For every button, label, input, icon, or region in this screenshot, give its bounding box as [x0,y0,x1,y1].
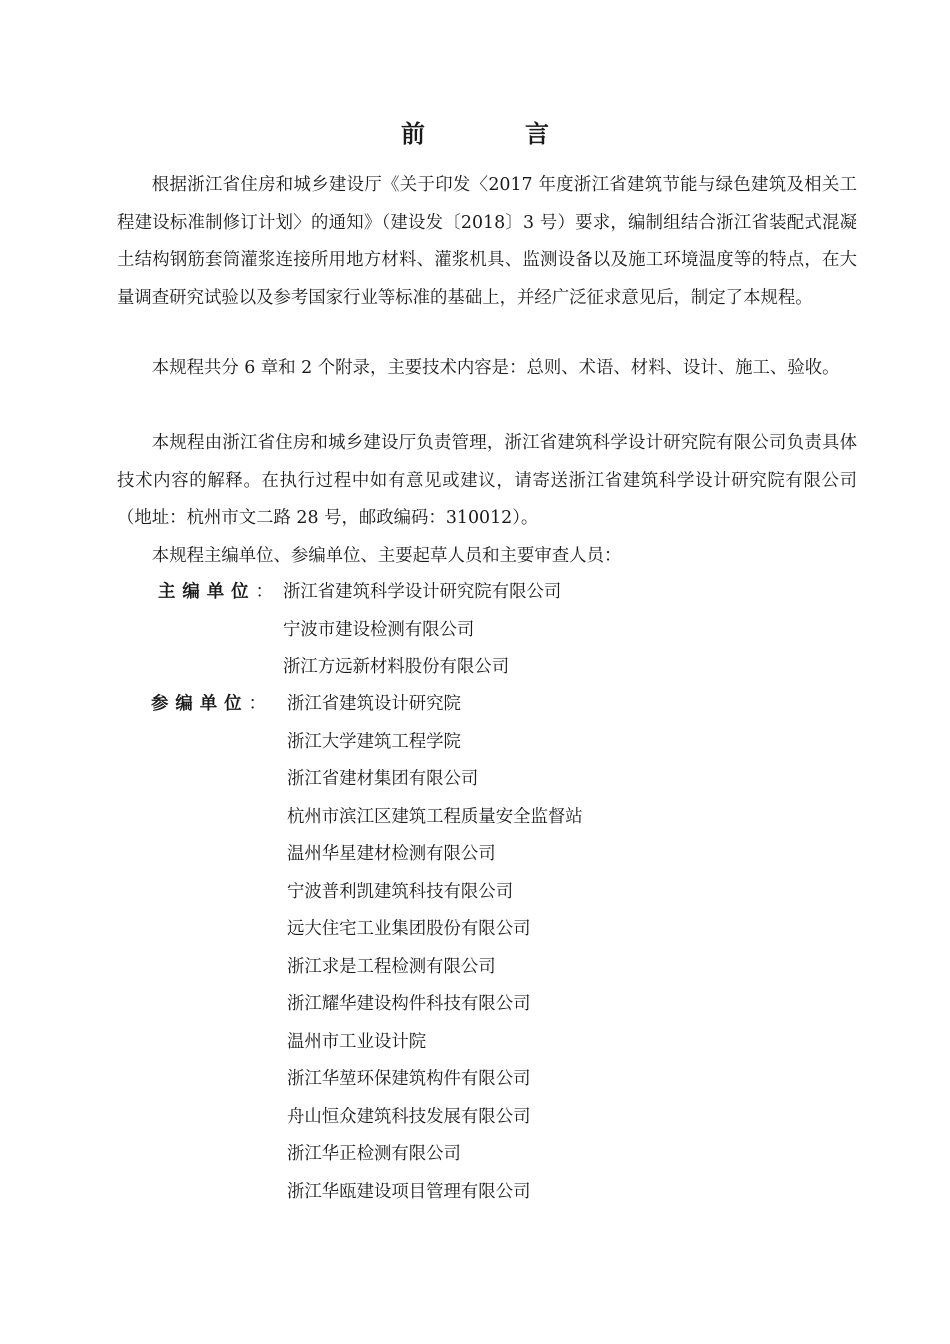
participating-units-colon: ： [248,694,266,714]
paragraph-management: 本规程由浙江省住房和城乡建设厅负责管理，浙江省建筑科学设计研究院有限公司负责具体技术内容的解释。在执行过程中如有意见或建议，请寄送浙江省建筑科学设计研究院有限公司（地址：杭州市文二路 28 号，邮政编码：310012）。 [117,433,857,528]
list-item: 远大住宅工业集团股份有限公司 [287,919,531,939]
list-item: 浙江华堃环保建筑构件有限公司 [287,1069,531,1089]
list-item: 杭州市滨江区建筑工程质量安全监督站 [287,806,583,827]
list-item: 浙江省建材集团有限公司 [287,769,479,789]
list-item: 温州华星建材检测有限公司 [287,844,496,864]
chief-units-list [283,574,561,687]
paragraph-basis: 根据浙江省住房和城乡建设厅《关于印发〈2017 年度浙江省建筑节能与绿色建筑及相关工程建设标准制修订计划〉的通知》（建设发〔2018〕3 号）要求，编制组结合浙江省装配式混凝土结构钢筋套筒灌浆连接所用地方材料、灌浆机具、监测设备以及施工环境温度等的特点，在大量调查研究试验以及参考国家行业等标准的基础上，并经广泛征求意见后，制定了本规程。 [117,175,857,308]
participating-units-label [151,686,266,724]
chief-units-label [158,574,273,612]
list-item: 舟山恒众建筑科技发展有限公司 [287,1106,531,1127]
paragraph-contents: 本规程共分 6 章和 2 个附录，主要技术内容是：总则、术语、材料、设计、施工、验收。 [151,358,840,378]
list-item: 浙江华瓯建设项目管理有限公司 [287,1181,531,1202]
list-item: 浙江华正检测有限公司 [287,1144,461,1164]
list-item: 宁波市建设检测有限公司 [283,619,475,640]
list-item: 浙江省建筑科学设计研究院有限公司 [283,582,562,602]
page-title: 前 言 [401,119,587,148]
list-item: 浙江省建筑设计研究院 [287,694,461,714]
paragraph-units-intro: 本规程主编单位、参编单位、主要起草人员和主要审查人员： [151,546,622,566]
chief-units-colon: ： [255,582,273,602]
list-item: 宁波普利凯建筑科技有限公司 [287,881,514,902]
list-item: 浙江耀华建设构件科技有限公司 [287,994,531,1014]
chief-units-label-text: 主编单位 [158,582,256,602]
participating-units-list [287,686,583,1211]
participating-units-label-text: 参编单位 [151,694,249,714]
list-item: 温州市工业设计院 [287,1031,427,1052]
list-item: 浙江大学建筑工程学院 [287,731,461,752]
list-item: 浙江求是工程检测有限公司 [287,956,496,977]
list-item: 浙江方远新材料股份有限公司 [283,657,510,677]
